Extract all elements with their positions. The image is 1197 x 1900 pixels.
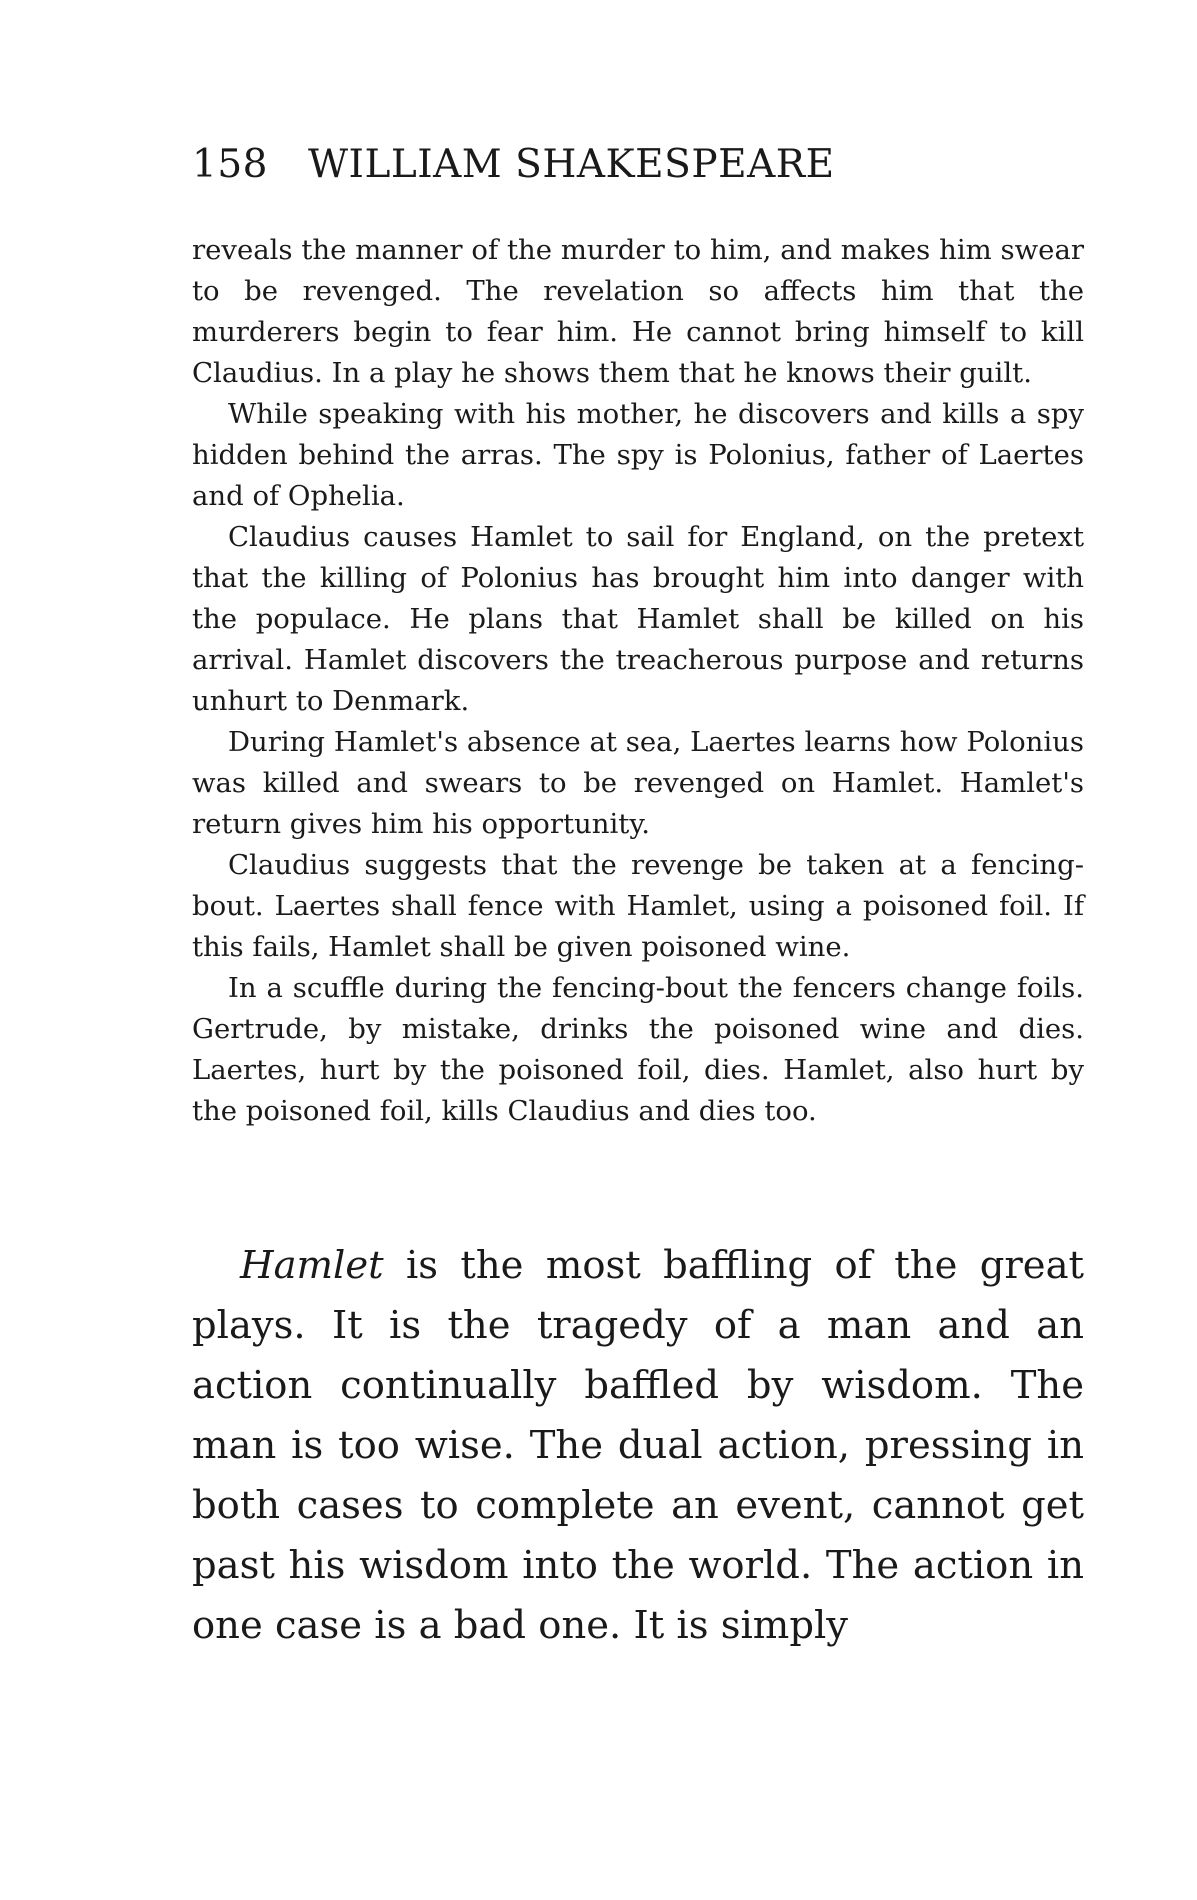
summary-paragraph: In a scuffle during the fencing-bout the fencers change foils. Gertrude, by mistake, drinks the poisoned wine and dies. Laertes, hurt by the poisoned foil, dies. Hamlet, also hurt by the poisoned foil, kills Claudius and dies too. [192,972,1084,1127]
summary-paragraph: During Hamlet's absence at sea, Laertes learns how Polonius was killed and swears to be revenged on Hamlet. Hamlet's return gives him his opportunity. [192,726,1084,840]
summary-paragraph: Claudius suggests that the revenge be taken at a fencing-bout. Laertes shall fence with Hamlet, using a poisoned foil. If this fails, Hamlet shall be given poisoned wine. [192,849,1084,963]
essay-body [192,1236,1084,1656]
running-header [192,140,835,190]
summary-paragraph: reveals the manner of the murder to him, and makes him swear to be revenged. The revelation so affects him that the murderers begin to fear him. He cannot bring himself to kill Claudius. In a play he shows them that he knows their guilt. [192,234,1084,389]
summary-paragraph: While speaking with his mother, he discovers and kills a spy hidden behind the arras. The spy is Polonius, father of Laertes and of Ophelia. [192,398,1084,512]
page-number: 158 [192,142,268,187]
running-title: WILLIAM SHAKESPEARE [307,142,835,187]
plot-summary [192,230,1084,1132]
play-title: Hamlet [240,1243,384,1288]
essay-text: is the most baffling of the great plays. It is the tragedy of a man and an action continually baffled by wisdom. The man is too wise. The dual action, pressing in both cases to complete an event, cannot get past his wisdom into the world. The action in one case is a bad one. It is simply [192,1243,1084,1648]
summary-paragraph: Claudius causes Hamlet to sail for England, on the pretext that the killing of Polonius has brought him into danger with the populace. He plans that Hamlet shall be killed on his arrival. Hamlet discovers the treacherous purpose and returns unhurt to Denmark. [192,521,1084,717]
essay-paragraph [192,1236,1084,1656]
